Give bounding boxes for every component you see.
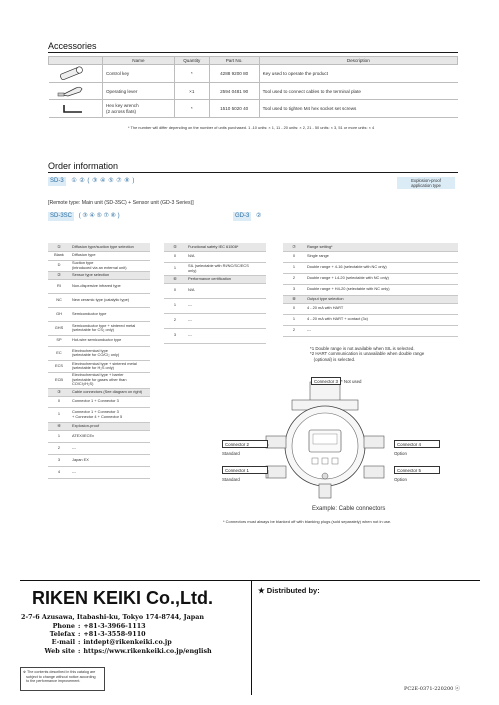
order-title: Order information [48, 161, 119, 171]
selection-table-col3: ⑦ Range setting* 0 Single range 1 Double range + 4-16 (selectable with NC only) 2 Double range + L4-20 (selectable with NC only) 3 Double range + H4-20 (selectable with NC only) ⑧ Output type selection 0 4 - 20 mA with HART 1 4 - 20 mA with HART + contact (3c) 2 --- [283, 243, 458, 337]
connector-1-label: Connector 1 [222, 466, 268, 474]
control-key-icon [52, 66, 92, 80]
accessories-footnote: * The number will differ depending on the number of units purchased. 1 -10 units: × 1, 11 - 20 units: × 2, 21 - 50 units: × 3, 51 or more units: × 4 [128, 125, 375, 130]
disclaimer-box: ※ The contents described in this catalog are subject to change without notice according to the performance improvement. [20, 667, 105, 691]
hex-key-icon [52, 101, 92, 115]
col-name-header: Name [102, 57, 174, 65]
connector-5-label: Connector 5 [394, 466, 440, 474]
selection-table-col2: ⑤ Functional safety IEC 61508* 0 N/A 1 SIL (selectable with RI/NC/SC/ECS only) ⑥ Performance certification 0 N/A 1 --- 2 --- 3 --- [164, 243, 266, 344]
remote-model-code: SD-3SC [50, 213, 73, 219]
remote-type-note: [Remote type: Main unit (SD-3SC) + Sensor unit (GD-3 Series)] [48, 200, 194, 206]
distributed-by-label: ★ Distributed by: [258, 586, 320, 595]
col-desc-header: Description [259, 57, 457, 65]
sensor-model-code: GD-3 [235, 213, 250, 219]
diagram-caption: Example: Cable connectors [312, 506, 386, 512]
phone-value: +81-3-3966-1113 [83, 622, 146, 630]
explosion-proof-badge: Explosion-proof application type [397, 177, 455, 189]
sensor-model-option: ② [256, 213, 262, 219]
connector-3-note: * Not used [341, 379, 362, 384]
model-code-options: ① ② ( ③ ④ ⑤ ⑦ ⑧ ) [71, 178, 135, 184]
footer-top-rule [20, 580, 480, 581]
connector-1-note: Standard [222, 477, 240, 482]
range-notes: *1 Double range is not available when SIL is selected. *2 HART communication is unavailable when double range (optional) is selected. [310, 346, 425, 362]
company-address: 2-7-6 Azusawa, Itabashi-ku, Tokyo 174-8744, Japan [21, 613, 205, 621]
email-link[interactable]: intdept@rikenkeiki.co.jp [83, 638, 172, 647]
accessories-rule [48, 52, 458, 53]
telefax-value: +81-3-3558-9110 [83, 630, 146, 639]
order-rule [48, 172, 458, 173]
connector-2-label: Connector 2 [222, 440, 268, 448]
document-code: PC2E-0371-220200 ⓐ [404, 686, 460, 692]
connector-5-note: Option [394, 477, 407, 482]
col-qty-header: Quantity [174, 57, 209, 65]
diagram-note: * Connectors must always be blanked off with blanking plugs (sold separately) when not in use. [223, 519, 392, 524]
remote-model-options: ( ③ ④ ⑤ ⑦ ⑧ ) [78, 213, 120, 219]
accessories-table [48, 56, 458, 118]
operating-lever-icon [52, 84, 92, 98]
col-part-header: Part No. [209, 57, 259, 65]
selection-table-col1: ① Diffusion type/suction type selection Blank Diffusion type D Suction type (introduced via an external unit) ② Sensor type selection RI Non-dispersive infrared type NC New ceramic type (catalytic type) GH Semiconductor type GHS Semiconductor type + sintered metal (selectable for CS₂ only) SP Hot-wire semiconductor type EC Electrochemical type (selectable for CO/Cl₂ only) ECS Electrochemical type + sintered metal (selectable for H₂S only) ECB Electrochemical type + barrier (selectable for gases other than CO/Cl₂/H₂S) ③ Cable connectors (See diagram on right) 0 Connector 1 + Connector 3 1 Connector 1 + Connector 3 + Connector 4 + Connector 5 ④ Explosion-proof 1 ATEX/IECEx 2 --- 3 Japan EX 4 --- [48, 243, 150, 479]
connector-4-label: Connector 4 [394, 440, 440, 448]
model-code: SD-3 [50, 178, 64, 184]
connector-4-note: Option [394, 451, 407, 456]
connector-leader-lines [262, 378, 402, 503]
table-row: Control key * 4288 9200 80 Key used to operate the product [49, 65, 458, 83]
accessories-header-row [49, 57, 458, 65]
table-row: Hex key wrench (2 across flats) * 1510 5020 40 Tool used to tighten M4 hex socket set screws [49, 100, 458, 118]
accessories-title: Accessories [48, 41, 97, 51]
connector-3-label: Connector 3 [311, 377, 341, 385]
website-link[interactable]: https://www.rikenkeiki.co.jp/english [83, 646, 212, 655]
connector-2-note: Standard [222, 451, 240, 456]
company-name: RIKEN KEIKI Co.,Ltd. [32, 588, 213, 608]
table-row: Operating lever ×1 2594 0481 90 Tool used to connect cables to the terminal plate [49, 83, 458, 100]
contact-block: Phone : +81-3-3966-1113 Telefax : +81-3-3558-9110 E-mail : intdept@rikenkeiki.co.jp Web site : https://www.rikenkeiki.co.jp/english [44, 622, 212, 655]
